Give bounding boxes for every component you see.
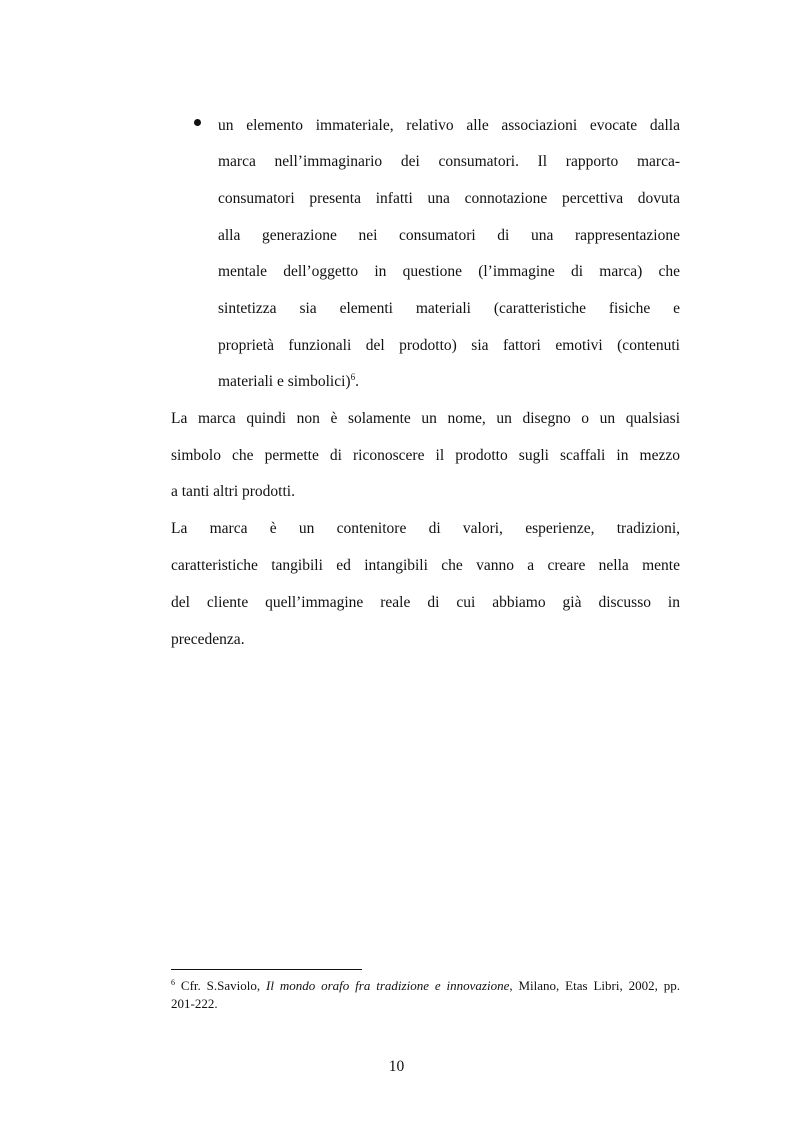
footnote-separator	[171, 969, 362, 970]
paragraph-line: simbolo che permette di riconoscere il prodotto sugli scaffali in mezzo	[171, 447, 680, 464]
paragraph-line: precedenza.	[171, 631, 245, 648]
paragraph-line: La marca è un contenitore di valori, esperienze, tradizioni,	[171, 520, 680, 537]
footnote-number: 6	[171, 978, 175, 987]
footnote-line: 201-222.	[171, 996, 218, 1011]
footnote-publication: , Milano, Etas Libri, 2002, pp.	[509, 978, 680, 993]
footnote-reference[interactable]: 6	[350, 372, 356, 382]
paragraph-line: a tanti altri prodotti.	[171, 483, 295, 500]
footnote-line	[171, 977, 680, 994]
paragraph-line: del cliente quell’immagine reale di cui abbiamo già discusso in	[171, 594, 680, 611]
bullet-text-line: marca nell’immaginario dei consumatori. Il rapporto marca-	[218, 153, 680, 170]
paragraph-line: caratteristiche tangibili ed intangibili che vanno a creare nella mente	[171, 557, 680, 574]
bullet-text-line: mentale dell’oggetto in questione (l’immagine di marca) che	[218, 263, 680, 280]
bullet-point-marker	[194, 119, 201, 126]
footnote-title: Il mondo orafo fra tradizione e innovazione	[266, 978, 510, 993]
bullet-text-line: sintetizza sia elementi materiali (caratteristiche fisiche e	[218, 300, 680, 317]
footnote-author: Cfr. S.Saviolo,	[175, 978, 266, 993]
bullet-text-line: alla generazione nei consumatori di una rappresentazione	[218, 227, 680, 244]
bullet-text-line: consumatori presenta infatti una connotazione percettiva dovuta	[218, 190, 680, 207]
page-number: 10	[388, 1058, 405, 1075]
bullet-text-line: proprietà funzionali del prodotto) sia fattori emotivi (contenuti	[218, 337, 680, 354]
sentence-end: .	[355, 373, 359, 390]
bullet-text-line: un elemento immateriale, relativo alle associazioni evocate dalla	[218, 117, 680, 134]
bullet-text-line-last	[218, 372, 680, 392]
paragraph-line: La marca quindi non è solamente un nome, un disegno o un qualsiasi	[171, 410, 680, 427]
bullet-text: materiali e simbolici)	[218, 373, 351, 390]
